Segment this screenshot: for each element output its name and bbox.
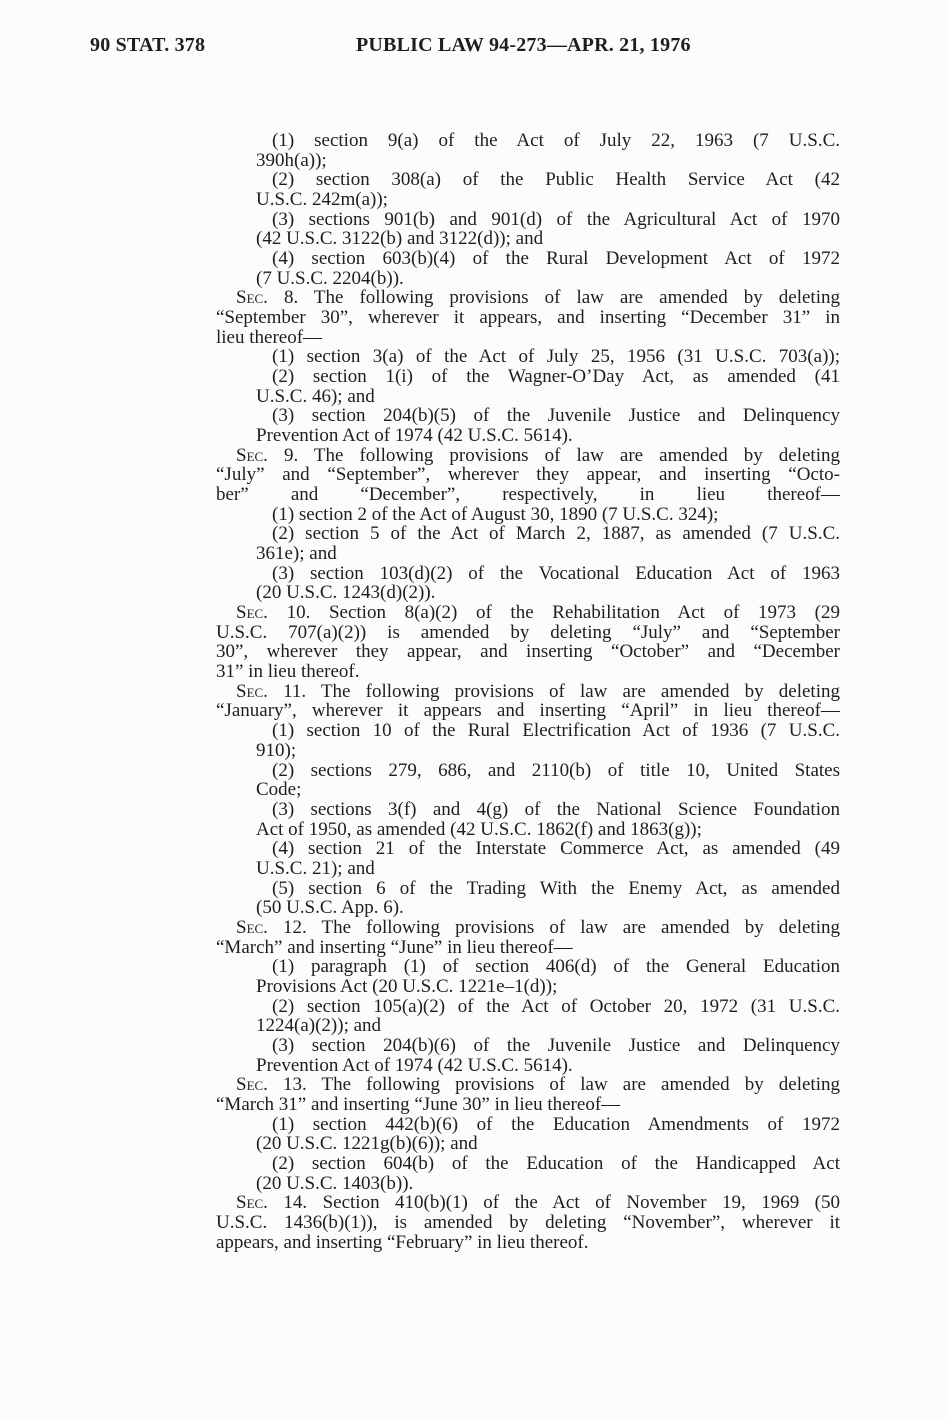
text-line: U.S.C. 46); and xyxy=(256,385,375,407)
section-heading-line xyxy=(216,603,840,623)
text-line: appears, and inserting “February” in lieu thereof. xyxy=(216,1231,589,1253)
text-line: 31” in lieu thereof. xyxy=(216,661,360,683)
text-line: U.S.C. 707(a)(2)) is amended by deleting “July” and “September xyxy=(216,621,840,643)
text-line: Prevention Act of 1974 (42 U.S.C. 5614). xyxy=(256,1054,573,1076)
statute-text xyxy=(216,131,840,1252)
text-line: (5) section 6 of the Trading With the Enemy Act, as amended xyxy=(272,877,840,899)
text-line: (3) sections 3(f) and 4(g) of the National Science Foundation xyxy=(272,798,840,820)
text-line: (2) section 308(a) of the Public Health Service Act (42 xyxy=(272,169,840,191)
section-heading-line xyxy=(216,446,840,466)
text-line: Prevention Act of 1974 (42 U.S.C. 5614). xyxy=(256,425,573,447)
section-heading-line xyxy=(216,682,840,702)
section-text: 13. The following provisions of law are amended by deleting xyxy=(267,1074,840,1096)
page-stat-citation: 90 STAT. 378 xyxy=(90,34,206,56)
text-line: (3) sections 901(b) and 901(d) of the Agricultural Act of 1970 xyxy=(272,208,840,230)
text-line: 1224(a)(2)); and xyxy=(256,1015,382,1037)
text-line: U.S.C. 242m(a)); xyxy=(256,189,388,211)
text-line: 910); xyxy=(256,739,297,761)
text-line: (50 U.S.C. App. 6). xyxy=(256,897,404,919)
text-line: (1) section 2 of the Act of August 30, 1890 (7 U.S.C. 324); xyxy=(272,503,719,525)
text-line: “September 30”, wherever it appears, and inserting “December 31” in xyxy=(216,307,840,329)
text-line: U.S.C. 1436(b)(1)), is amended by deleting “November”, wherever it xyxy=(216,1211,840,1233)
text-line: (2) section 5 of the Act of March 2, 1887, as amended (7 U.S.C. xyxy=(272,523,840,545)
text-line: (1) section 3(a) of the Act of July 25, 1956 (31 U.S.C. 703(a)); xyxy=(272,346,840,368)
text-line: Act of 1950, as amended (42 U.S.C. 1862(f) and 1863(g)); xyxy=(256,818,702,840)
section-heading-line xyxy=(216,1193,840,1213)
text-line: (1) section 9(a) of the Act of July 22, 1963 (7 U.S.C. xyxy=(272,130,840,151)
text-line: “March 31” and inserting “June 30” in lieu thereof— xyxy=(216,1093,621,1115)
text-line: (1) section 10 of the Rural Electrification Act of 1936 (7 U.S.C. xyxy=(272,720,840,742)
text-line: (7 U.S.C. 2204(b)). xyxy=(256,267,404,289)
text-line: lieu thereof— xyxy=(216,326,323,348)
text-line: “March” and inserting “June” in lieu thereof— xyxy=(216,936,573,958)
section-label: Sec. xyxy=(236,287,268,309)
text-line: 361e); and xyxy=(256,543,337,565)
text-line: (2) section 105(a)(2) of the Act of October 20, 1972 (31 U.S.C. xyxy=(272,995,840,1017)
text-line: (1) section 442(b)(6) of the Education Amendments of 1972 xyxy=(272,1113,840,1135)
text-line: “July” and “September”, wherever they appear, and inserting “Octo- xyxy=(216,464,840,486)
text-line: 30”, wherever they appear, and inserting “October” and “December xyxy=(216,641,840,663)
text-line: (3) section 103(d)(2) of the Vocational Education Act of 1963 xyxy=(272,562,840,584)
text-line: U.S.C. 21); and xyxy=(256,857,375,879)
text-line: (20 U.S.C. 1243(d)(2)). xyxy=(256,582,436,604)
section-label: Sec. xyxy=(236,916,268,938)
section-text: 12. The following provisions of law are amended by deleting xyxy=(267,916,840,938)
text-line: (42 U.S.C. 3122(b) and 3122(d)); and xyxy=(256,228,544,250)
text-line: (2) section 604(b) of the Education of the Handicapped Act xyxy=(272,1152,840,1174)
section-text: 14. Section 410(b)(1) of the Act of November 19, 1969 (50 xyxy=(267,1192,840,1214)
section-text: 10. Section 8(a)(2) of the Rehabilitation Act of 1973 (29 xyxy=(267,602,840,624)
text-line: (1) paragraph (1) of section 406(d) of the General Education xyxy=(272,956,840,978)
page-running-title: PUBLIC LAW 94-273—APR. 21, 1976 xyxy=(356,34,691,56)
text-line: 390h(a)); xyxy=(256,149,327,171)
section-label: Sec. xyxy=(236,680,268,702)
text-line: (20 U.S.C. 1221g(b)(6)); and xyxy=(256,1133,478,1155)
section-label: Sec. xyxy=(236,602,268,624)
text-line: Provisions Act (20 U.S.C. 1221e–1(d)); xyxy=(256,975,558,997)
text-line: ber” and “December”, respectively, in lieu thereof— xyxy=(216,484,840,506)
text-line: (4) section 603(b)(4) of the Rural Development Act of 1972 xyxy=(272,248,840,270)
section-heading-line xyxy=(216,918,840,938)
text-line: (20 U.S.C. 1403(b)). xyxy=(256,1172,414,1194)
text-line: “January”, wherever it appears and inserting “April” in lieu thereof— xyxy=(216,700,840,722)
text-line: (3) section 204(b)(5) of the Juvenile Justice and Delinquency xyxy=(272,405,840,427)
section-heading-line xyxy=(216,288,840,308)
section-text: 11. The following provisions of law are amended by deleting xyxy=(267,680,840,702)
text-line: Code; xyxy=(256,779,302,801)
section-label: Sec. xyxy=(236,1192,268,1214)
section-label: Sec. xyxy=(236,1074,268,1096)
text-line: (3) section 204(b)(6) of the Juvenile Justice and Delinquency xyxy=(272,1034,840,1056)
section-heading-line xyxy=(216,1075,840,1095)
text-line: (2) section 1(i) of the Wagner-O’Day Act, as amended (41 xyxy=(272,366,840,388)
section-text: 9. The following provisions of law are amended by deleting xyxy=(267,444,840,466)
text-line: (4) section 21 of the Interstate Commerce Act, as amended (49 xyxy=(272,838,840,860)
section-text: 8. The following provisions of law are amended by deleting xyxy=(267,287,840,309)
text-line: (2) sections 279, 686, and 2110(b) of title 10, United States xyxy=(272,759,840,781)
section-label: Sec. xyxy=(236,444,268,466)
